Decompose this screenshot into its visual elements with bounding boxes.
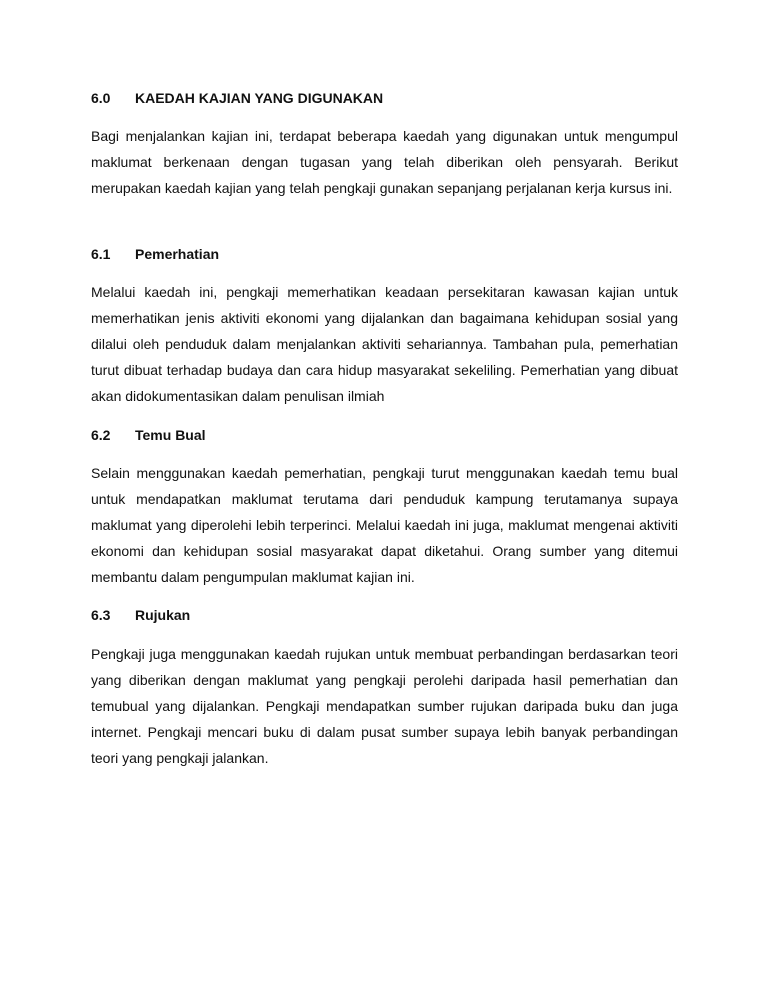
section-number: 6.1	[91, 246, 111, 262]
section-number: 6.3	[91, 607, 111, 623]
section-title: Pemerhatian	[135, 246, 220, 262]
section-heading-6-3	[91, 605, 190, 625]
section-heading-6-1	[91, 244, 219, 264]
section-paragraph: Pengkaji juga menggunakan kaedah rujukan untuk membuat perbandingan berdasarkan teori yang diberikan dengan maklumat yang pengkaji perolehi daripada hasil pemerhatian dan temubual yang dijalankan. Pengkaji mendapatkan sumber rujukan daripada buku dan juga internet. Pengkaji mencari buku di dalam pusat sumber supaya lebih banyak perbandingan teori yang pengkaji jalankan.	[91, 646, 678, 766]
section-number: 6.0	[91, 90, 111, 106]
section-number: 6.2	[91, 427, 111, 443]
section-heading-6-2	[91, 425, 206, 445]
section-paragraph: Selain menggunakan kaedah pemerhatian, pengkaji turut menggunakan kaedah temu bual untuk mendapatkan maklumat terutama dari penduduk kampung terutamanya supaya maklumat yang diperolehi lebih terperinci. Melalui kaedah ini juga, maklumat mengenai aktiviti ekonomi dan kehidupan sosial masyarakat dapat diketahui. Orang sumber yang ditemui membantu dalam pengumpulan maklumat kajian ini.	[91, 465, 678, 585]
section-title: KAEDAH KAJIAN YANG DIGUNAKAN	[135, 90, 384, 106]
section-title: Temu Bual	[135, 427, 206, 443]
section-heading-6-0	[91, 88, 383, 108]
section-paragraph: Bagi menjalankan kajian ini, terdapat beberapa kaedah yang digunakan untuk mengumpul maklumat berkenaan dengan tugasan yang telah diberikan oleh pensyarah. Berikut merupakan kaedah kajian yang telah pengkaji gunakan sepanjang perjalanan kerja kursus ini.	[91, 128, 678, 196]
section-paragraph: Melalui kaedah ini, pengkaji memerhatikan keadaan persekitaran kawasan kajian untuk memerhatikan jenis aktiviti ekonomi yang dijalankan dan bagaimana kehidupan sosial yang dilalui oleh penduduk dalam menjalankan aktiviti sehariannya. Tambahan pula, pemerhatian turut dibuat terhadap budaya dan cara hidup masyarakat sekeliling. Pemerhatian yang dibuat akan didokumentasikan dalam penulisan ilmiah	[91, 284, 678, 404]
section-title: Rujukan	[135, 607, 191, 623]
